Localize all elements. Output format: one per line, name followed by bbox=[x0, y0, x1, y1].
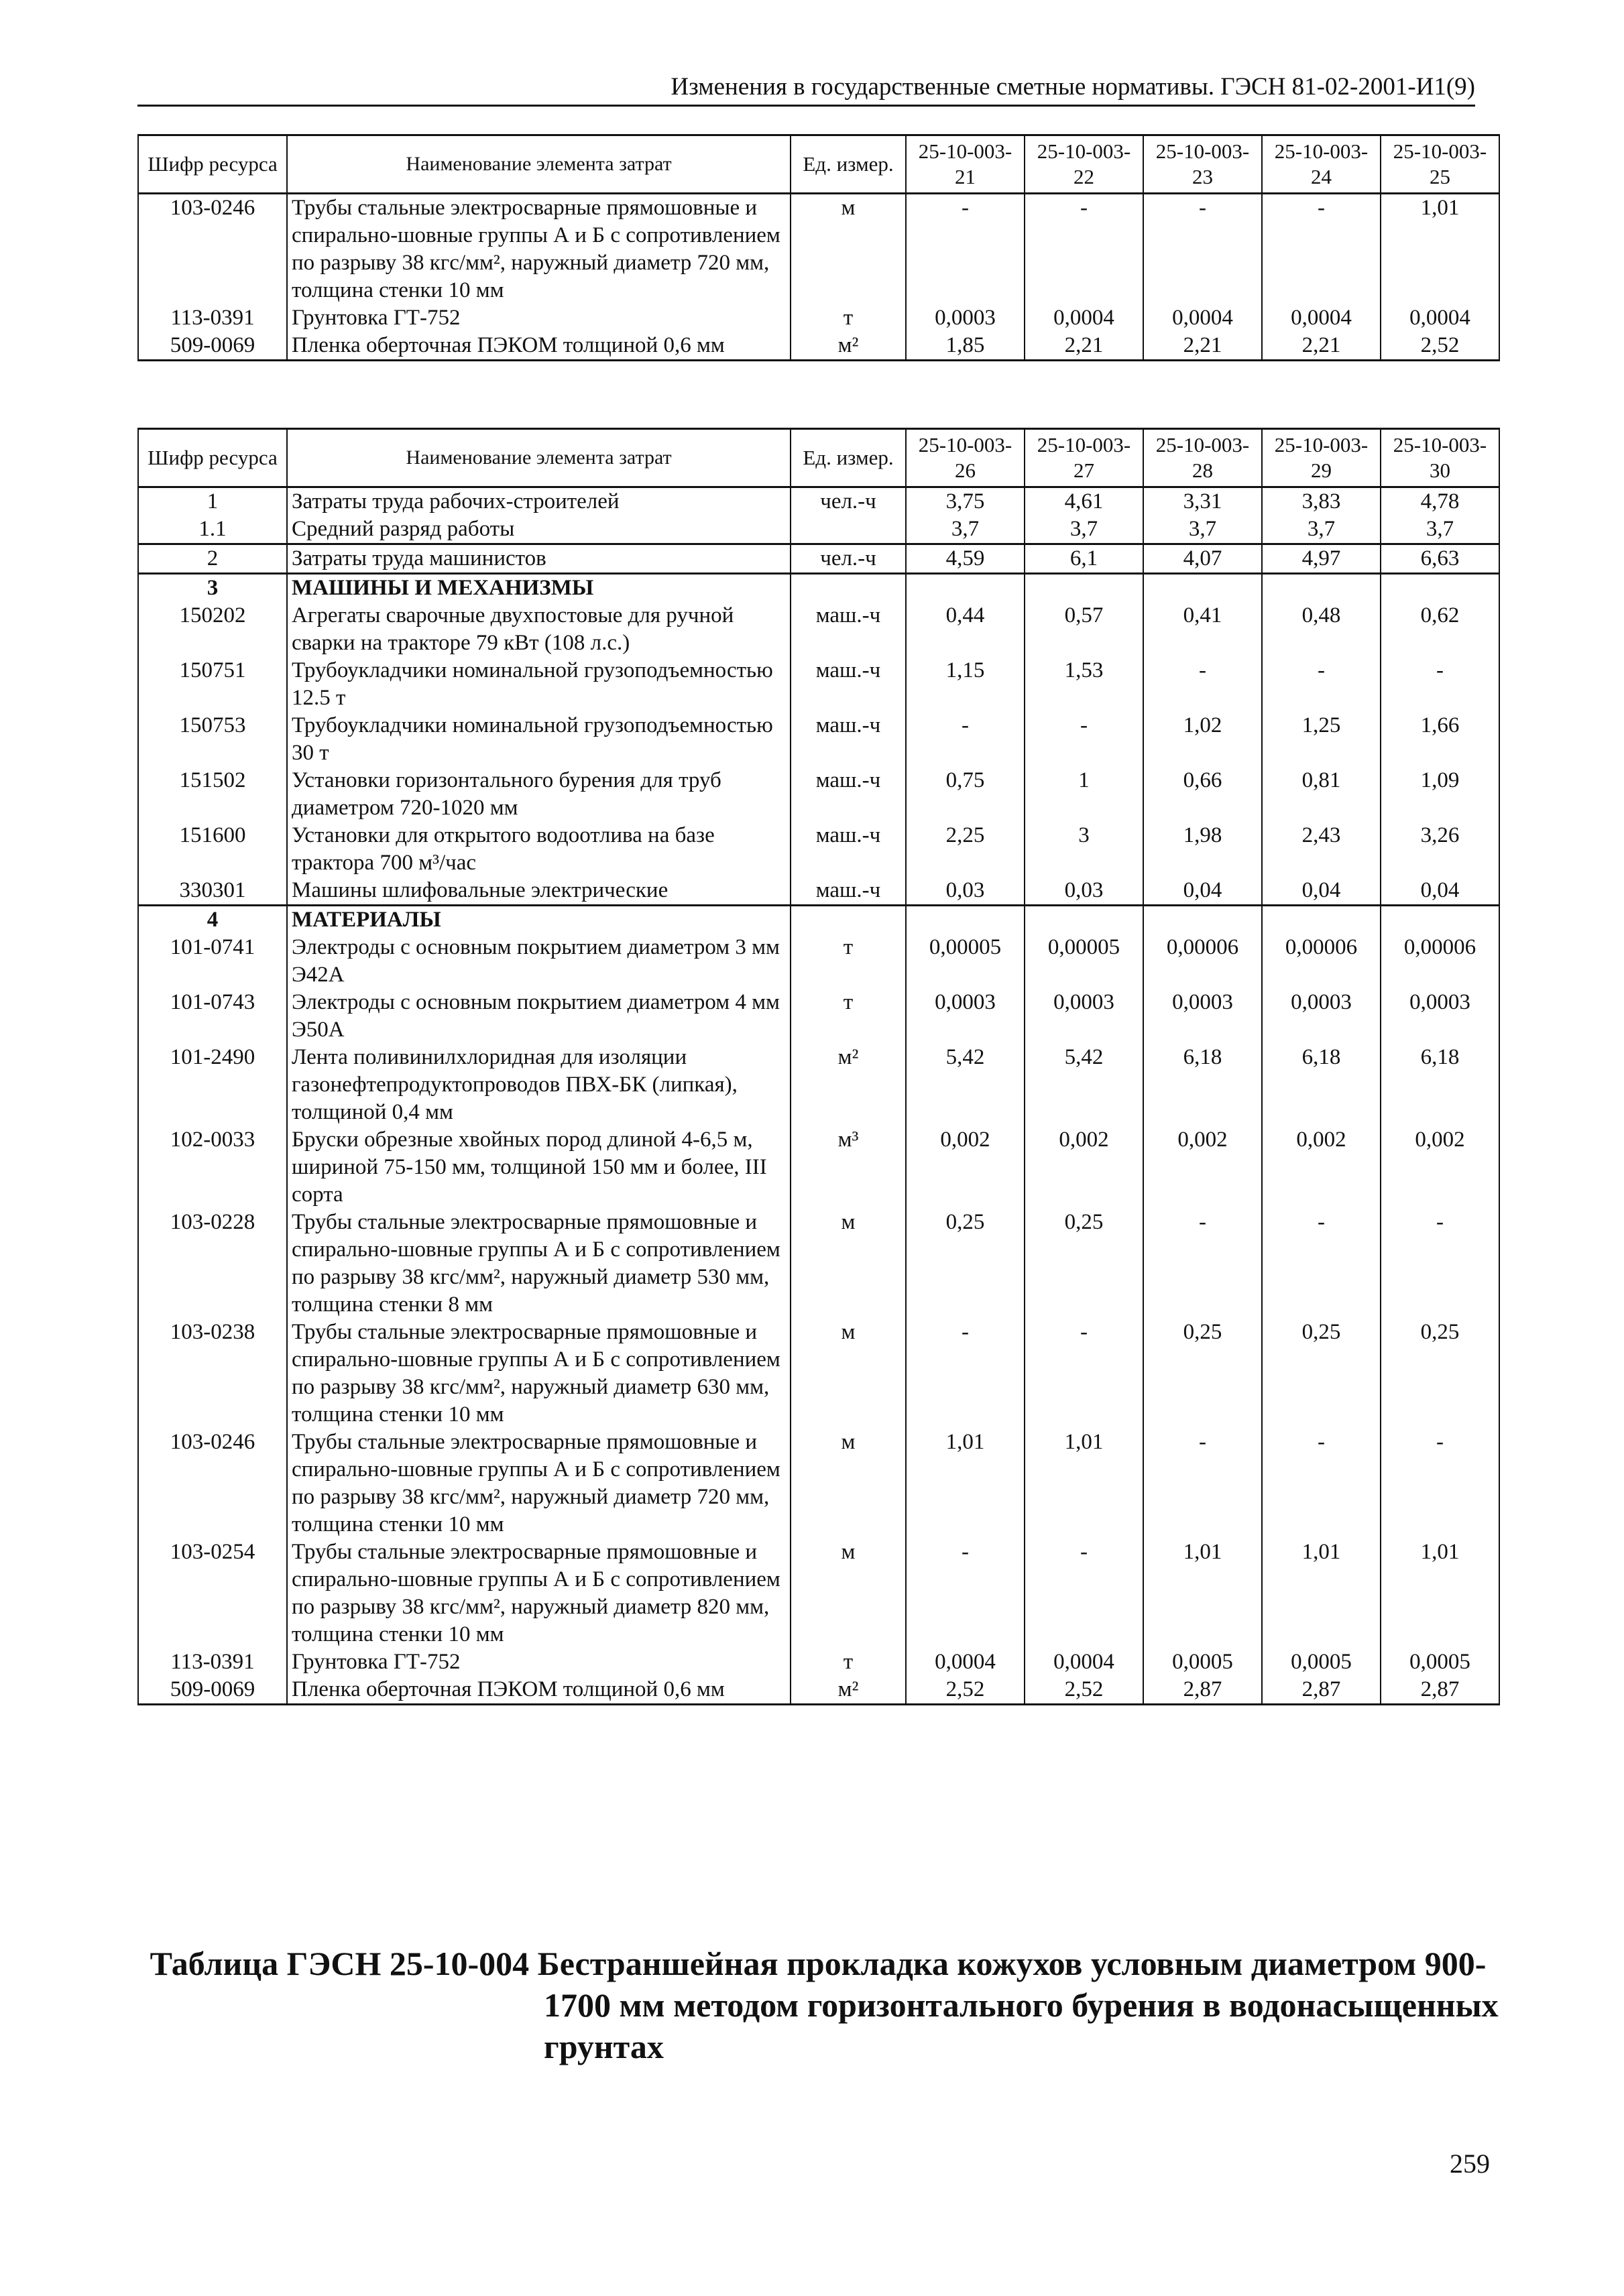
section-row bbox=[138, 906, 1499, 934]
unit-of-measure: маш.-ч bbox=[791, 822, 906, 877]
norm-value: 6,18 bbox=[1262, 1044, 1381, 1126]
table-row bbox=[138, 602, 1499, 657]
norm-value: 0,0005 bbox=[1143, 1648, 1262, 1676]
unit-of-measure: м bbox=[791, 1319, 906, 1429]
norm-value: 4,97 bbox=[1262, 544, 1381, 574]
norm-value: 5,42 bbox=[1025, 1044, 1143, 1126]
next-table-title bbox=[137, 1943, 1499, 2067]
norm-value: 3,7 bbox=[1143, 516, 1262, 544]
norm-value: - bbox=[1025, 1319, 1143, 1429]
norm-value: - bbox=[906, 194, 1025, 305]
unit-of-measure: м bbox=[791, 1209, 906, 1319]
header-name: Наименование элемента затрат bbox=[287, 429, 791, 487]
norm-value: 1,98 bbox=[1143, 822, 1262, 877]
norm-value: 1,09 bbox=[1381, 767, 1499, 822]
norm-value: 6,63 bbox=[1381, 544, 1499, 574]
table-row bbox=[138, 877, 1499, 906]
norm-value: 3,31 bbox=[1143, 487, 1262, 516]
norm-value: 2,21 bbox=[1025, 332, 1143, 361]
header-norm-column: 25-10-003-22 bbox=[1025, 135, 1143, 194]
table-row bbox=[138, 989, 1499, 1044]
unit-of-measure: м² bbox=[791, 1044, 906, 1126]
table-row bbox=[138, 1319, 1499, 1429]
table-row bbox=[138, 332, 1499, 361]
cost-element-name: Затраты труда рабочих-строителей bbox=[287, 487, 791, 516]
norm-value: - bbox=[906, 1319, 1025, 1429]
norm-value: 0,0003 bbox=[1381, 989, 1499, 1044]
norm-value: 4,78 bbox=[1381, 487, 1499, 516]
resource-code: 4 bbox=[138, 906, 287, 934]
norm-value: 3 bbox=[1025, 822, 1143, 877]
norm-value: 0,002 bbox=[1143, 1126, 1262, 1209]
next-table-title-line1: Таблица ГЭСН 25-10-004 Бестраншейная прокладка кожухов условным диаметром 900- bbox=[150, 1945, 1487, 1982]
norm-table-25-10-003-21-25 bbox=[137, 134, 1500, 361]
resource-code: 101-0741 bbox=[138, 934, 287, 989]
norm-value: - bbox=[906, 712, 1025, 767]
norm-value: - bbox=[1143, 657, 1262, 712]
norm-value: 0,44 bbox=[906, 602, 1025, 657]
norm-value bbox=[906, 574, 1025, 603]
unit-of-measure: чел.-ч bbox=[791, 487, 906, 516]
norm-value: 2,21 bbox=[1262, 332, 1381, 361]
norm-value: 6,18 bbox=[1143, 1044, 1262, 1126]
norm-value: 0,0005 bbox=[1381, 1648, 1499, 1676]
norm-value: 0,48 bbox=[1262, 602, 1381, 657]
table-row bbox=[138, 712, 1499, 767]
norm-value: - bbox=[1381, 1209, 1499, 1319]
norm-value: 0,0004 bbox=[1025, 1648, 1143, 1676]
norm-value: 3,7 bbox=[1262, 516, 1381, 544]
norm-value bbox=[1143, 574, 1262, 603]
norm-value: 2,25 bbox=[906, 822, 1025, 877]
table-row bbox=[138, 1429, 1499, 1538]
header-row bbox=[138, 135, 1499, 194]
norm-value: - bbox=[1381, 657, 1499, 712]
norm-value: 0,04 bbox=[1143, 877, 1262, 906]
resource-code: 1 bbox=[138, 487, 287, 516]
norm-value bbox=[1262, 574, 1381, 603]
norm-value: 0,66 bbox=[1143, 767, 1262, 822]
table-row bbox=[138, 1648, 1499, 1676]
unit-of-measure: м bbox=[791, 1538, 906, 1648]
cost-element-name: Электроды с основным покрытием диаметром 3 мм Э42А bbox=[287, 934, 791, 989]
resource-code: 151502 bbox=[138, 767, 287, 822]
norm-value bbox=[1381, 574, 1499, 603]
norm-value: 0,25 bbox=[1381, 1319, 1499, 1429]
norm-value: - bbox=[1262, 1209, 1381, 1319]
norm-value: 0,00005 bbox=[906, 934, 1025, 989]
header-norm-column: 25-10-003-26 bbox=[906, 429, 1025, 487]
cost-element-name: Затраты труда машинистов bbox=[287, 544, 791, 574]
norm-value: 2,52 bbox=[906, 1676, 1025, 1705]
norm-value: 0,0004 bbox=[906, 1648, 1025, 1676]
unit-of-measure: маш.-ч bbox=[791, 602, 906, 657]
norm-value: 0,75 bbox=[906, 767, 1025, 822]
header-row bbox=[138, 429, 1499, 487]
table-row bbox=[138, 1209, 1499, 1319]
norm-value: 2,52 bbox=[1025, 1676, 1143, 1705]
unit-of-measure: т bbox=[791, 934, 906, 989]
norm-value: 0,002 bbox=[906, 1126, 1025, 1209]
norm-value: 0,81 bbox=[1262, 767, 1381, 822]
norm-value: 0,03 bbox=[1025, 877, 1143, 906]
header-unit: Ед. измер. bbox=[791, 429, 906, 487]
next-table-title-line2: 1700 мм методом горизонтального бурения в водонасыщенных грунтах bbox=[544, 1986, 1499, 2065]
table-row bbox=[138, 767, 1499, 822]
norm-value: 0,00006 bbox=[1381, 934, 1499, 989]
norm-value: 1,01 bbox=[906, 1429, 1025, 1538]
norm-value: 0,25 bbox=[906, 1209, 1025, 1319]
cost-element-name: Трубы стальные электросварные прямошовные и спирально-шовные группы А и Б с сопротивлением по разрыву 38 кгс/мм², наружный диаметр 820 мм, толщина стенки 10 мм bbox=[287, 1538, 791, 1648]
norm-value: 0,0005 bbox=[1262, 1648, 1381, 1676]
resource-code: 102-0033 bbox=[138, 1126, 287, 1209]
cost-element-name: Трубы стальные электросварные прямошовные и спирально-шовные группы А и Б с сопротивлением по разрыву 38 кгс/мм², наружный диаметр 720 мм, толщина стенки 10 мм bbox=[287, 1429, 791, 1538]
cost-element-name: Машины шлифовальные электрические bbox=[287, 877, 791, 906]
norm-value: 0,62 bbox=[1381, 602, 1499, 657]
norm-value: 1,53 bbox=[1025, 657, 1143, 712]
header-name: Наименование элемента затрат bbox=[287, 135, 791, 194]
norm-value: 0,04 bbox=[1262, 877, 1381, 906]
unit-of-measure: м bbox=[791, 194, 906, 305]
unit-of-measure: м² bbox=[791, 332, 906, 361]
resource-code: 103-0254 bbox=[138, 1538, 287, 1648]
norm-value: - bbox=[1143, 1429, 1262, 1538]
cost-element-name: Трубы стальные электросварные прямошовные и спирально-шовные группы А и Б с сопротивлением по разрыву 38 кгс/мм², наружный диаметр 630 мм, толщина стенки 10 мм bbox=[287, 1319, 791, 1429]
resource-code: 103-0246 bbox=[138, 194, 287, 305]
norm-value: 1,01 bbox=[1381, 1538, 1499, 1648]
unit-of-measure bbox=[791, 906, 906, 934]
norm-value: 3,83 bbox=[1262, 487, 1381, 516]
norm-value: - bbox=[1381, 1429, 1499, 1538]
norm-value: - bbox=[906, 1538, 1025, 1648]
cost-element-name: Установки горизонтального бурения для труб диаметром 720-1020 мм bbox=[287, 767, 791, 822]
norm-value: 0,04 bbox=[1381, 877, 1499, 906]
cost-element-name: Грунтовка ГТ-752 bbox=[287, 1648, 791, 1676]
norm-value bbox=[1025, 906, 1143, 934]
table-row bbox=[138, 194, 1499, 305]
cost-element-name: Трубы стальные электросварные прямошовные и спирально-шовные группы А и Б с сопротивлением по разрыву 38 кгс/мм², наружный диаметр 530 мм, толщина стенки 8 мм bbox=[287, 1209, 791, 1319]
unit-of-measure: м² bbox=[791, 1676, 906, 1705]
unit-of-measure bbox=[791, 516, 906, 544]
norm-value bbox=[1025, 574, 1143, 603]
resource-code: 103-0228 bbox=[138, 1209, 287, 1319]
resource-code: 509-0069 bbox=[138, 332, 287, 361]
header-norm-column: 25-10-003-29 bbox=[1262, 429, 1381, 487]
norm-value: 1,66 bbox=[1381, 712, 1499, 767]
norm-value: - bbox=[1262, 1429, 1381, 1538]
cost-element-name: Средний разряд работы bbox=[287, 516, 791, 544]
norm-value: - bbox=[1143, 1209, 1262, 1319]
norm-value: 1,85 bbox=[906, 332, 1025, 361]
cost-element-name: Трубоукладчики номинальной грузоподъемностью 12.5 т bbox=[287, 657, 791, 712]
cost-element-name: Трубы стальные электросварные прямошовные и спирально-шовные группы А и Б с сопротивлением по разрыву 38 кгс/мм², наружный диаметр 720 мм, толщина стенки 10 мм bbox=[287, 194, 791, 305]
norm-value: 3,75 bbox=[906, 487, 1025, 516]
norm-value: 0,25 bbox=[1025, 1209, 1143, 1319]
header-norm-column: 25-10-003-23 bbox=[1143, 135, 1262, 194]
table-row bbox=[138, 1676, 1499, 1705]
resource-code: 101-2490 bbox=[138, 1044, 287, 1126]
norm-value: 0,0003 bbox=[906, 304, 1025, 332]
norm-value bbox=[1262, 906, 1381, 934]
norm-value: 5,42 bbox=[906, 1044, 1025, 1126]
unit-of-measure: т bbox=[791, 1648, 906, 1676]
table-row bbox=[138, 1126, 1499, 1209]
table-row bbox=[138, 1044, 1499, 1126]
header-norm-column: 25-10-003-21 bbox=[906, 135, 1025, 194]
running-header: Изменения в государственные сметные нормативы. ГЭСН 81-02-2001-И1(9) bbox=[137, 72, 1475, 107]
norm-value bbox=[906, 906, 1025, 934]
norm-value: 1,01 bbox=[1143, 1538, 1262, 1648]
cost-element-name: Трубоукладчики номинальной грузоподъемностью 30 т bbox=[287, 712, 791, 767]
norm-value: - bbox=[1143, 194, 1262, 305]
unit-of-measure: м bbox=[791, 1429, 906, 1538]
resource-code: 113-0391 bbox=[138, 1648, 287, 1676]
norm-value: 2,87 bbox=[1381, 1676, 1499, 1705]
resource-code: 150753 bbox=[138, 712, 287, 767]
resource-code: 101-0743 bbox=[138, 989, 287, 1044]
norm-value: 2,87 bbox=[1143, 1676, 1262, 1705]
norm-value: 0,002 bbox=[1381, 1126, 1499, 1209]
norm-value: 0,0003 bbox=[906, 989, 1025, 1044]
norm-value: 6,1 bbox=[1025, 544, 1143, 574]
norm-value: 6,18 bbox=[1381, 1044, 1499, 1126]
norm-value: 0,03 bbox=[906, 877, 1025, 906]
header-norm-column: 25-10-003-25 bbox=[1381, 135, 1499, 194]
table-row bbox=[138, 516, 1499, 544]
header-code: Шифр ресурса bbox=[138, 429, 287, 487]
norm-value: 0,0003 bbox=[1143, 989, 1262, 1044]
resource-code: 2 bbox=[138, 544, 287, 574]
resource-code: 509-0069 bbox=[138, 1676, 287, 1705]
section-title: МАШИНЫ И МЕХАНИЗМЫ bbox=[287, 574, 791, 603]
section-row bbox=[138, 574, 1499, 603]
resource-code: 3 bbox=[138, 574, 287, 603]
cost-element-name: Электроды с основным покрытием диаметром 4 мм Э50А bbox=[287, 989, 791, 1044]
norm-value: 4,59 bbox=[906, 544, 1025, 574]
norm-value: 1,01 bbox=[1381, 194, 1499, 305]
norm-value bbox=[1143, 906, 1262, 934]
norm-value: 0,25 bbox=[1262, 1319, 1381, 1429]
norm-value bbox=[1381, 906, 1499, 934]
norm-value: 0,00006 bbox=[1143, 934, 1262, 989]
norm-value: 1,01 bbox=[1025, 1429, 1143, 1538]
cost-element-name: Установки для открытого водоотлива на базе трактора 700 м³/час bbox=[287, 822, 791, 877]
norm-value: 4,61 bbox=[1025, 487, 1143, 516]
unit-of-measure: маш.-ч bbox=[791, 767, 906, 822]
unit-of-measure: т bbox=[791, 989, 906, 1044]
resource-code: 151600 bbox=[138, 822, 287, 877]
norm-value: 2,87 bbox=[1262, 1676, 1381, 1705]
norm-value: 2,43 bbox=[1262, 822, 1381, 877]
norm-value: - bbox=[1025, 712, 1143, 767]
norm-value: - bbox=[1262, 194, 1381, 305]
norm-value: 0,0003 bbox=[1262, 989, 1381, 1044]
norm-value: 0,0004 bbox=[1262, 304, 1381, 332]
resource-code: 150202 bbox=[138, 602, 287, 657]
norm-value: 0,002 bbox=[1025, 1126, 1143, 1209]
table-row bbox=[138, 822, 1499, 877]
cost-element-name: Бруски обрезные хвойных пород длиной 4-6,5 м, шириной 75-150 мм, толщиной 150 мм и более, III сорта bbox=[287, 1126, 791, 1209]
norm-value: 3,7 bbox=[906, 516, 1025, 544]
unit-of-measure: маш.-ч bbox=[791, 712, 906, 767]
norm-value: 0,0004 bbox=[1143, 304, 1262, 332]
norm-value: 0,002 bbox=[1262, 1126, 1381, 1209]
header-norm-column: 25-10-003-30 bbox=[1381, 429, 1499, 487]
norm-value: 2,21 bbox=[1143, 332, 1262, 361]
norm-value: - bbox=[1025, 194, 1143, 305]
unit-of-measure bbox=[791, 574, 906, 603]
norm-value: 3,7 bbox=[1381, 516, 1499, 544]
resource-code: 103-0246 bbox=[138, 1429, 287, 1538]
norm-value: 1,25 bbox=[1262, 712, 1381, 767]
table-row bbox=[138, 304, 1499, 332]
norm-value: 0,25 bbox=[1143, 1319, 1262, 1429]
unit-of-measure: т bbox=[791, 304, 906, 332]
norm-table-25-10-003-26-30 bbox=[137, 428, 1500, 1705]
unit-of-measure: маш.-ч bbox=[791, 657, 906, 712]
header-norm-column: 25-10-003-27 bbox=[1025, 429, 1143, 487]
page-number: 259 bbox=[1450, 2149, 1490, 2179]
norm-value: 1,15 bbox=[906, 657, 1025, 712]
unit-of-measure: чел.-ч bbox=[791, 544, 906, 574]
header-norm-column: 25-10-003-24 bbox=[1262, 135, 1381, 194]
unit-of-measure: маш.-ч bbox=[791, 877, 906, 906]
norm-value: 1,02 bbox=[1143, 712, 1262, 767]
norm-value: 2,52 bbox=[1381, 332, 1499, 361]
cost-element-name: Пленка оберточная ПЭКОМ толщиной 0,6 мм bbox=[287, 332, 791, 361]
norm-value: 0,41 bbox=[1143, 602, 1262, 657]
norm-value: 0,0003 bbox=[1025, 989, 1143, 1044]
norm-value: - bbox=[1262, 657, 1381, 712]
norm-value: 0,00006 bbox=[1262, 934, 1381, 989]
table-row bbox=[138, 934, 1499, 989]
norm-value: 4,07 bbox=[1143, 544, 1262, 574]
cost-element-name: Пленка оберточная ПЭКОМ толщиной 0,6 мм bbox=[287, 1676, 791, 1705]
norm-value: 0,00005 bbox=[1025, 934, 1143, 989]
header-norm-column: 25-10-003-28 bbox=[1143, 429, 1262, 487]
norm-value: 1 bbox=[1025, 767, 1143, 822]
unit-of-measure: м³ bbox=[791, 1126, 906, 1209]
table-row bbox=[138, 1538, 1499, 1648]
table-row bbox=[138, 657, 1499, 712]
resource-code: 113-0391 bbox=[138, 304, 287, 332]
norm-value: 0,0004 bbox=[1381, 304, 1499, 332]
resource-code: 1.1 bbox=[138, 516, 287, 544]
table-row bbox=[138, 487, 1499, 516]
norm-value: 3,26 bbox=[1381, 822, 1499, 877]
cost-element-name: Лента поливинилхлоридная для изоляции газонефтепродуктопроводов ПВХ-БК (липкая), толщиной 0,4 мм bbox=[287, 1044, 791, 1126]
header-code: Шифр ресурса bbox=[138, 135, 287, 194]
cost-element-name: Агрегаты сварочные двухпостовые для ручной сварки на тракторе 79 кВт (108 л.с.) bbox=[287, 602, 791, 657]
table-row bbox=[138, 544, 1499, 574]
norm-value: 0,0004 bbox=[1025, 304, 1143, 332]
section-title: МАТЕРИАЛЫ bbox=[287, 906, 791, 934]
resource-code: 103-0238 bbox=[138, 1319, 287, 1429]
resource-code: 150751 bbox=[138, 657, 287, 712]
norm-value: 3,7 bbox=[1025, 516, 1143, 544]
header-unit: Ед. измер. bbox=[791, 135, 906, 194]
resource-code: 330301 bbox=[138, 877, 287, 906]
cost-element-name: Грунтовка ГТ-752 bbox=[287, 304, 791, 332]
norm-value: 1,01 bbox=[1262, 1538, 1381, 1648]
norm-value: 0,57 bbox=[1025, 602, 1143, 657]
norm-value: - bbox=[1025, 1538, 1143, 1648]
